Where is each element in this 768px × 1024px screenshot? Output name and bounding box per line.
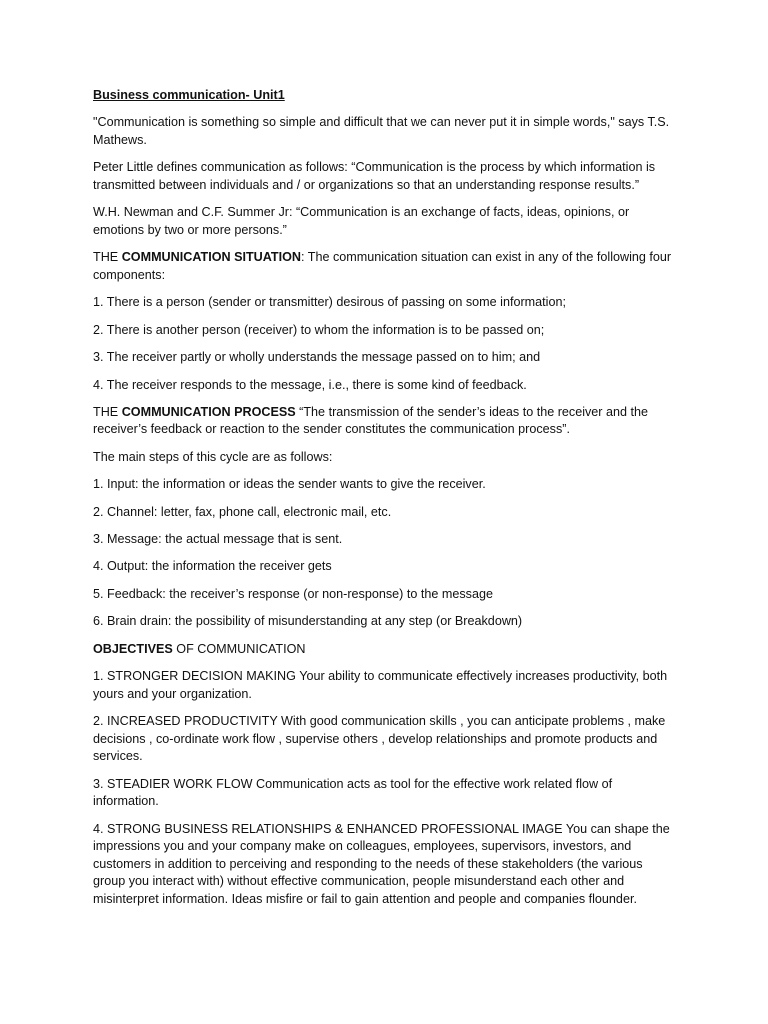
process-prefix: THE <box>93 404 122 419</box>
process-step: 6. Brain drain: the possibility of misunderstanding at any step (or Breakdown) <box>93 614 523 629</box>
situation-text: : The communication situation can exist in any of the following four components: <box>93 250 672 282</box>
situation-item: 1. There is a person (sender or transmitter) desirous of passing on some information; <box>93 295 566 310</box>
situation-item: 4. The receiver responds to the message, i.e., there is some kind of feedback. <box>93 377 527 392</box>
process-step: 1. Input: the information or ideas the sender wants to give the receiver. <box>93 477 486 492</box>
objective-item: 1. STRONGER DECISION MAKING Your ability to communicate effectively increases productivity, both yours and your organization. <box>93 669 668 701</box>
objective-item: 4. STRONG BUSINESS RELATIONSHIPS & ENHANCED PROFESSIONAL IMAGE You can shape the impressions you and your company make on colleagues, employees, supervisors, investors, and customers in addition to perceiving and responding to the needs of these stakeholders (the various group you interact with) without effective communication, people misunderstand each other and misinterpret information. Ideas misfire or fail to gain attention and people and companies flounder. <box>93 821 670 906</box>
document-title: Business communication- Unit1 <box>93 88 285 102</box>
objective-item: 3. STEADIER WORK FLOW Communication acts as tool for the effective work related flow of information. <box>93 776 613 809</box>
situation-paragraph <box>93 249 678 284</box>
process-heading: COMMUNICATION PROCESS <box>121 404 296 419</box>
process-step: 4. Output: the information the receiver gets <box>93 559 332 574</box>
process-steps-intro: The main steps of this cycle are as follows: <box>93 449 333 464</box>
process-step: 5. Feedback: the receiver’s response (or non-response) to the message <box>93 586 493 601</box>
process-step: 3. Message: the actual message that is sent. <box>93 532 343 547</box>
quote-little: Peter Little defines communication as follows: “Communication is the process by which information is transmitted between individuals and / or organizations so that an understanding response results.” <box>93 160 656 192</box>
objective-item: 2. INCREASED PRODUCTIVITY With good communication skills , you can anticipate problems , make decisions , co-ordinate work flow , supervise others , develop relationships and promote products and services. <box>93 713 666 764</box>
process-step: 2. Channel: letter, fax, phone call, electronic mail, etc. <box>93 504 392 519</box>
situation-item: 3. The receiver partly or wholly understands the message passed on to him; and <box>93 350 541 365</box>
process-paragraph <box>93 404 678 439</box>
process-text: “The transmission of the sender’s ideas to the receiver and the receiver’s feedback or reaction to the sender constitutes the communication process”. <box>93 404 649 437</box>
objectives-heading-rest: OF COMMUNICATION <box>172 641 306 656</box>
objectives-heading: OBJECTIVES <box>93 641 173 656</box>
objectives-heading-line <box>93 641 678 659</box>
quote-newman: W.H. Newman and C.F. Summer Jr: “Communication is an exchange of facts, ideas, opinions, or emotions by two or more persons.” <box>93 205 630 237</box>
situation-item: 2. There is another person (receiver) to whom the information is to be passed on; <box>93 322 545 337</box>
quote-mathews: "Communication is something so simple and difficult that we can never put it in simple words," says T.S. Mathews. <box>93 115 670 147</box>
document-page <box>93 87 678 918</box>
situation-heading: COMMUNICATION SITUATION <box>121 250 302 265</box>
situation-prefix: THE <box>93 250 122 265</box>
